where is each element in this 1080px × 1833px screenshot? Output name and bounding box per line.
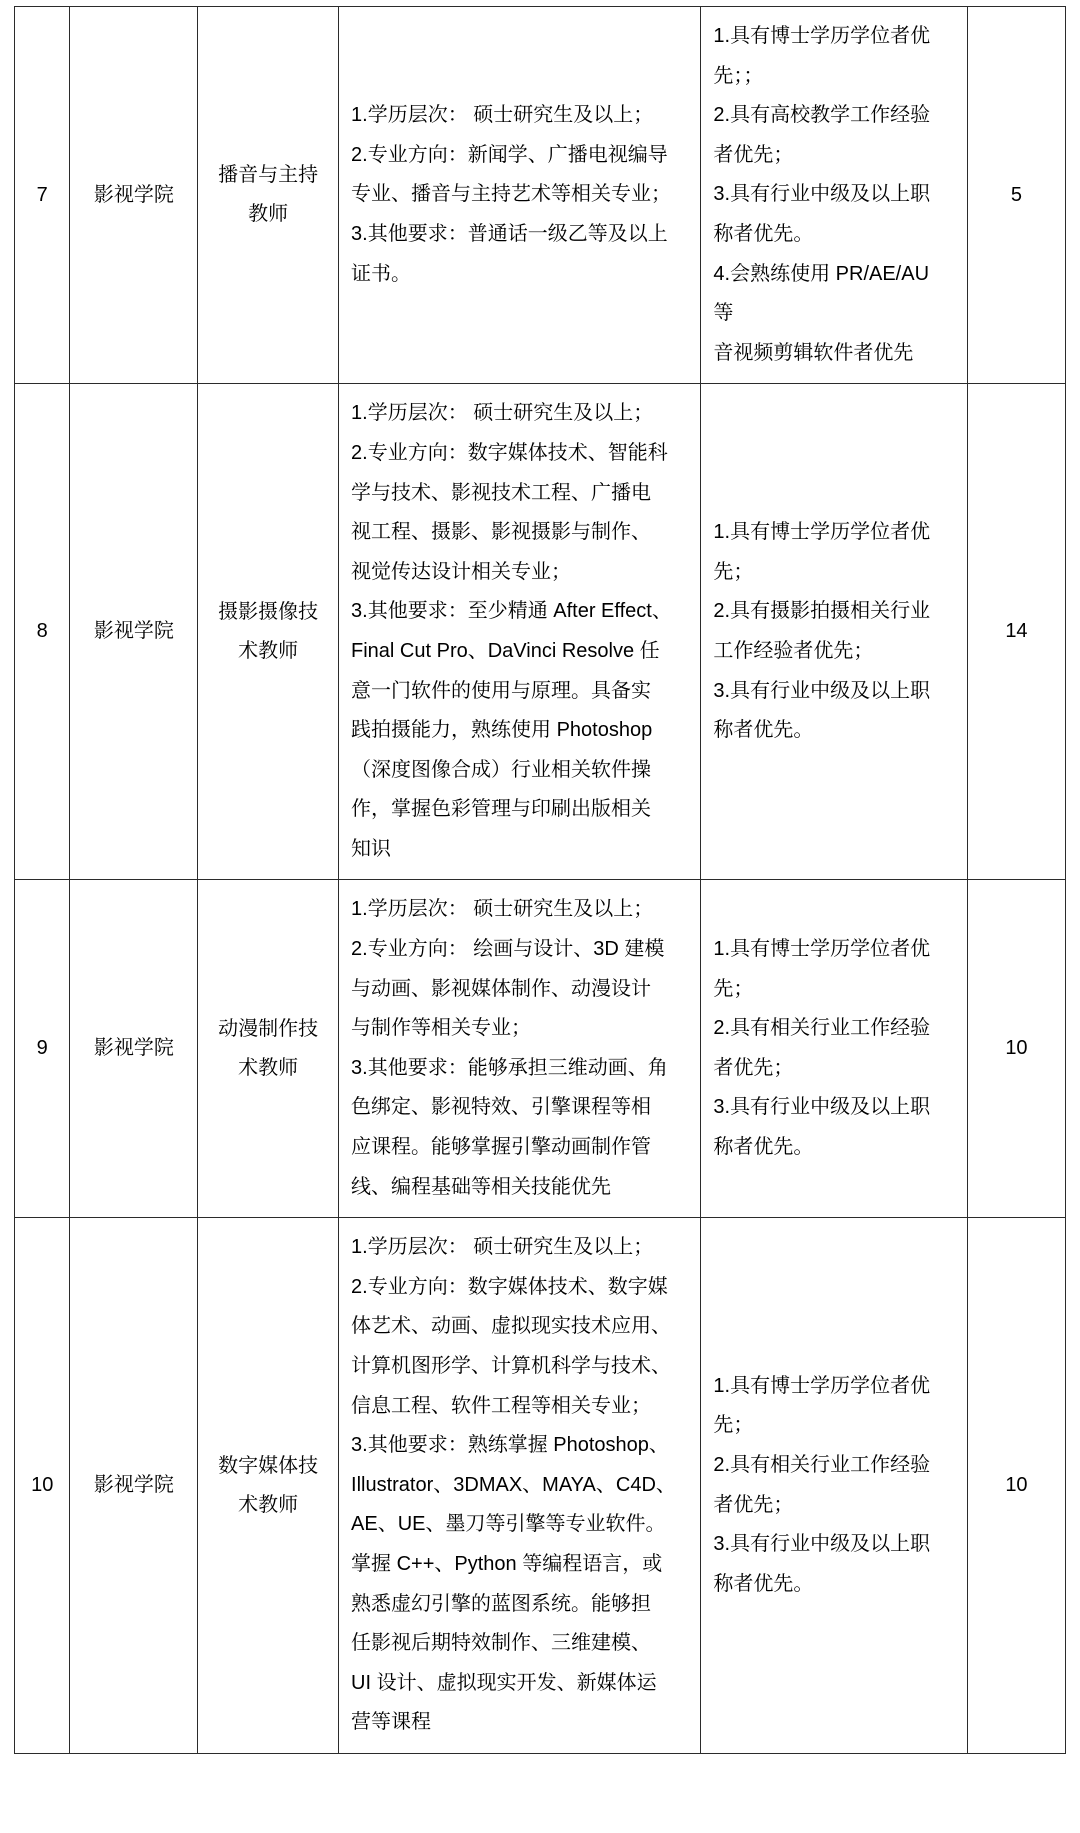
position-line: 数字媒体技: [218, 1454, 319, 1477]
preference-line: 等: [713, 302, 734, 325]
requirement-line: 作，掌握色彩管理与印刷出版相关: [351, 798, 652, 821]
requirement-line: 信息工程、软件工程等相关专业；: [351, 1394, 652, 1417]
preference-line: 2.具有高校教学工作经验: [713, 104, 931, 127]
requirement-line: UI 设计、虚拟现实开发、新媒体运: [351, 1671, 657, 1694]
preference-line: 者优先；: [713, 1493, 794, 1516]
cell-headcount: 10: [967, 1218, 1065, 1754]
preference-line: 工作经验者优先；: [713, 639, 874, 662]
table-row: [15, 7, 1066, 384]
requirement-line: 3.其他要求：熟练掌握 Photoshop、: [351, 1434, 669, 1457]
requirement-line: 学与技术、影视技术工程、广播电: [351, 481, 652, 504]
table-row: [15, 1218, 1066, 1754]
requirement-line: 1.学历层次： 硕士研究生及以上；: [351, 104, 654, 127]
preference-line: 者优先；: [713, 1056, 794, 1079]
requirement-line: 视觉传达设计相关专业；: [351, 560, 572, 583]
requirement-line: 计算机图形学、计算机科学与技术、: [351, 1355, 672, 1377]
requirement-line: 证书。: [351, 262, 412, 285]
requirement-line: 掌握 C++、Python 等编程语言，或: [351, 1552, 663, 1575]
preference-line: 称者优先。: [713, 1136, 814, 1159]
requirement-line: AE、UE、墨刀等引擎等专业软件。: [351, 1513, 666, 1536]
cell-headcount: 10: [967, 880, 1065, 1218]
requirement-line: 营等课程: [351, 1711, 432, 1734]
preference-line: 称者优先。: [713, 719, 814, 742]
cell-serial-number: 10: [15, 1218, 70, 1754]
requirement-line: 2.专业方向：数字媒体技术、智能科: [351, 441, 668, 464]
preference-line: 1.具有博士学历学位者优: [713, 938, 931, 961]
cell-position: [198, 384, 339, 880]
preference-line: 1.具有博士学历学位者优: [713, 1374, 931, 1397]
preference-line: 4.会熟练使用 PR/AE/AU: [713, 262, 930, 285]
cell-preferences: [701, 1218, 967, 1754]
preference-line: 者优先；: [713, 143, 794, 166]
preference-line: 2.具有相关行业工作经验: [713, 1017, 931, 1040]
recruitment-table: [14, 6, 1066, 1754]
position-line: 术教师: [238, 1056, 299, 1079]
preference-line: 称者优先。: [713, 222, 814, 245]
cell-position: [198, 880, 339, 1218]
preference-line: 音视频剪辑软件者优先: [713, 341, 914, 364]
preference-line: 1.具有博士学历学位者优: [713, 521, 931, 544]
position-line: 动漫制作技: [218, 1017, 319, 1040]
table-body: [15, 7, 1066, 1754]
requirement-line: 1.学历层次： 硕士研究生及以上；: [351, 898, 654, 921]
requirement-line: Illustrator、3DMAX、MAYA、C4D、: [351, 1473, 676, 1496]
preference-line: 3.具有行业中级及以上职: [713, 679, 931, 702]
requirement-line: 1.学历层次： 硕士研究生及以上；: [351, 1236, 654, 1259]
preference-line: 3.具有行业中级及以上职: [713, 1533, 931, 1556]
preference-line: 3.具有行业中级及以上职: [713, 1096, 931, 1119]
preference-line: 1.具有博士学历学位者优: [713, 25, 931, 47]
requirement-line: 2.专业方向： 绘画与设计、3D 建模: [351, 938, 665, 961]
requirement-line: 3.其他要求：能够承担三维动画、角: [351, 1056, 668, 1079]
position-line: 术教师: [238, 1493, 299, 1516]
cell-preferences: [701, 384, 967, 880]
table-row: [15, 880, 1066, 1218]
requirement-line: 体艺术、动画、虚拟现实技术应用、: [351, 1315, 672, 1338]
requirement-line: 2.专业方向：数字媒体技术、数字媒: [351, 1275, 668, 1298]
requirement-line: 1.学历层次： 硕士研究生及以上；: [351, 402, 654, 425]
preference-line: 先；: [713, 560, 754, 583]
requirement-line: 应课程。能够掌握引擎动画制作管: [351, 1136, 652, 1159]
requirement-line: 色绑定、影视特效、引擎课程等相: [351, 1096, 652, 1119]
cell-serial-number: 8: [15, 384, 70, 880]
cell-requirements: [339, 7, 701, 384]
requirement-line: 践拍摄能力，熟练使用 Photoshop: [351, 719, 653, 742]
requirement-line: （深度图像合成）行业相关软件操: [351, 758, 652, 781]
table-row: [15, 384, 1066, 880]
cell-requirements: [339, 1218, 701, 1754]
requirement-line: 专业、播音与主持艺术等相关专业；: [351, 183, 672, 206]
preference-line: 2.具有相关行业工作经验: [713, 1453, 931, 1476]
requirement-line: 与制作等相关专业；: [351, 1017, 532, 1040]
preference-line: 2.具有摄影拍摄相关行业: [713, 600, 931, 623]
cell-position: [198, 7, 339, 384]
position-line: 摄影摄像技: [218, 600, 319, 623]
requirement-line: 意一门软件的使用与原理。具备实: [351, 679, 652, 702]
requirement-line: 熟悉虚幻引擎的蓝图系统。能够担: [351, 1592, 652, 1615]
cell-department: 影视学院: [70, 880, 198, 1218]
position-line: 术教师: [238, 639, 299, 662]
position-line: 播音与主持: [218, 164, 319, 187]
requirement-line: 视工程、摄影、影视摄影与制作、: [351, 521, 652, 544]
cell-requirements: [339, 384, 701, 880]
cell-department: 影视学院: [70, 1218, 198, 1754]
requirement-line: 3.其他要求：普通话一级乙等及以上: [351, 222, 668, 245]
cell-department: 影视学院: [70, 384, 198, 880]
cell-department: 影视学院: [70, 7, 198, 384]
cell-serial-number: 9: [15, 880, 70, 1218]
preference-line: 先；: [713, 977, 754, 1000]
requirement-line: 知识: [351, 837, 392, 860]
requirement-line: 2.专业方向：新闻学、广播电视编导: [351, 143, 668, 166]
cell-preferences: [701, 7, 967, 384]
cell-position: [198, 1218, 339, 1754]
preference-line: 称者优先。: [713, 1572, 814, 1595]
preference-line: 先；: [713, 1414, 754, 1437]
preference-line: 先；；: [713, 64, 764, 87]
cell-requirements: [339, 880, 701, 1218]
requirement-line: Final Cut Pro、DaVinci Resolve 任: [351, 639, 660, 662]
requirement-line: 与动画、影视媒体制作、动漫设计: [351, 977, 652, 1000]
requirement-line: 任影视后期特效制作、三维建模、: [351, 1632, 652, 1655]
cell-headcount: 14: [967, 384, 1065, 880]
cell-headcount: 5: [967, 7, 1065, 384]
cell-serial-number: 7: [15, 7, 70, 384]
preference-line: 3.具有行业中级及以上职: [713, 183, 931, 206]
cell-preferences: [701, 880, 967, 1218]
position-line: 教师: [248, 203, 289, 226]
requirement-line: 3.其他要求：至少精通 After Effect、: [351, 600, 672, 623]
requirement-line: 线、编程基础等相关技能优先: [351, 1175, 612, 1198]
